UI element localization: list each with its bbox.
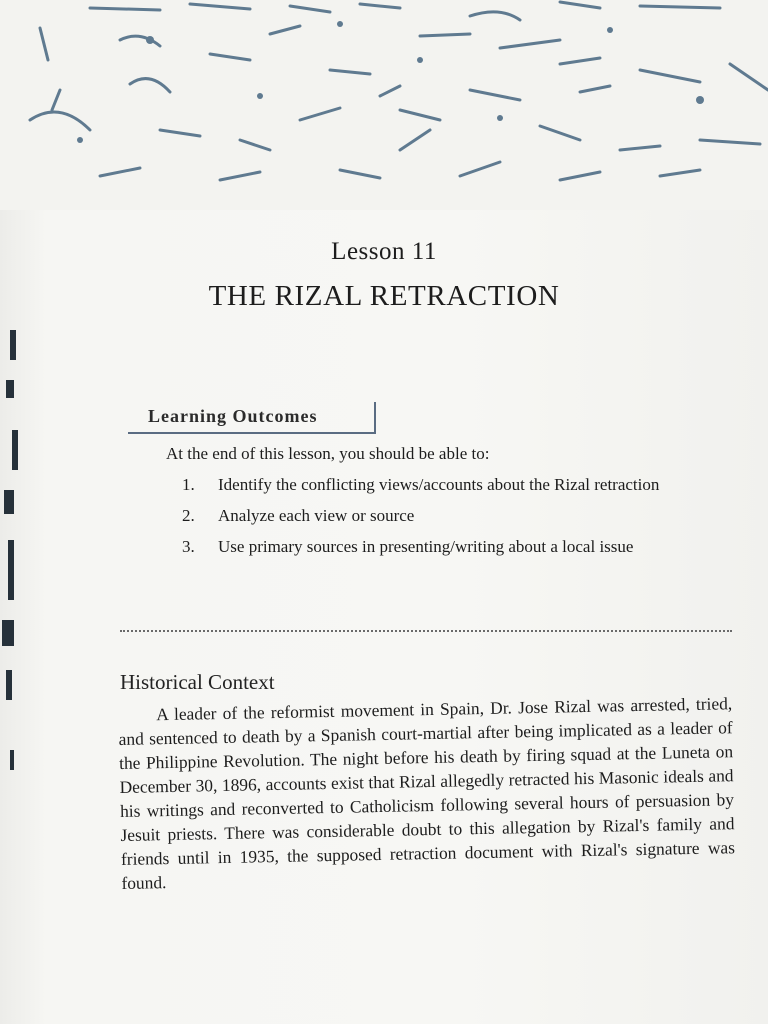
binding-edge bbox=[0, 320, 26, 790]
outcome-list bbox=[182, 474, 742, 567]
list-item-text: Identify the conflicting views/accounts about the Rizal retraction bbox=[218, 475, 660, 494]
list-item bbox=[182, 474, 742, 496]
list-item-number: 2. bbox=[182, 506, 195, 525]
list-item bbox=[182, 536, 742, 558]
list-item-number: 3. bbox=[182, 537, 195, 556]
learning-outcomes-header bbox=[128, 402, 376, 434]
learning-outcomes-heading: Learning Outcomes bbox=[148, 406, 318, 426]
list-item-number: 1. bbox=[182, 475, 195, 494]
section-divider bbox=[120, 630, 732, 632]
list-item-text: Analyze each view or source bbox=[218, 506, 415, 525]
outcomes-intro: At the end of this lesson, you should be able to: bbox=[166, 444, 490, 463]
historical-context-body: A leader of the reformist movement in Spain, Dr. Jose Rizal was arrested, tried, and sentenced to death by a Spanish court-martial after being implicated as a leader of the Philippine Revolution. The night before his death by firing squad at the Luneta on December 30, 1896, accounts exist that Rizal allegedly retracted his Masonic ideals and his writings and reconverted to Catholicism following several hours of persuasion by Jesuit priests. There was considerable doubt to this allegation by Rizal's family and friends until in 1935, the supposed retraction document with Rizal's signature was found. bbox=[118, 693, 736, 893]
lesson-number: Lesson 11 bbox=[331, 238, 437, 265]
list-item-text: Use primary sources in presenting/writing about a local issue bbox=[218, 537, 634, 556]
list-item bbox=[182, 505, 742, 527]
historical-context-heading: Historical Context bbox=[120, 670, 275, 694]
lesson-title: THE RIZAL RETRACTION bbox=[208, 280, 560, 312]
decorative-banner bbox=[0, 0, 768, 210]
